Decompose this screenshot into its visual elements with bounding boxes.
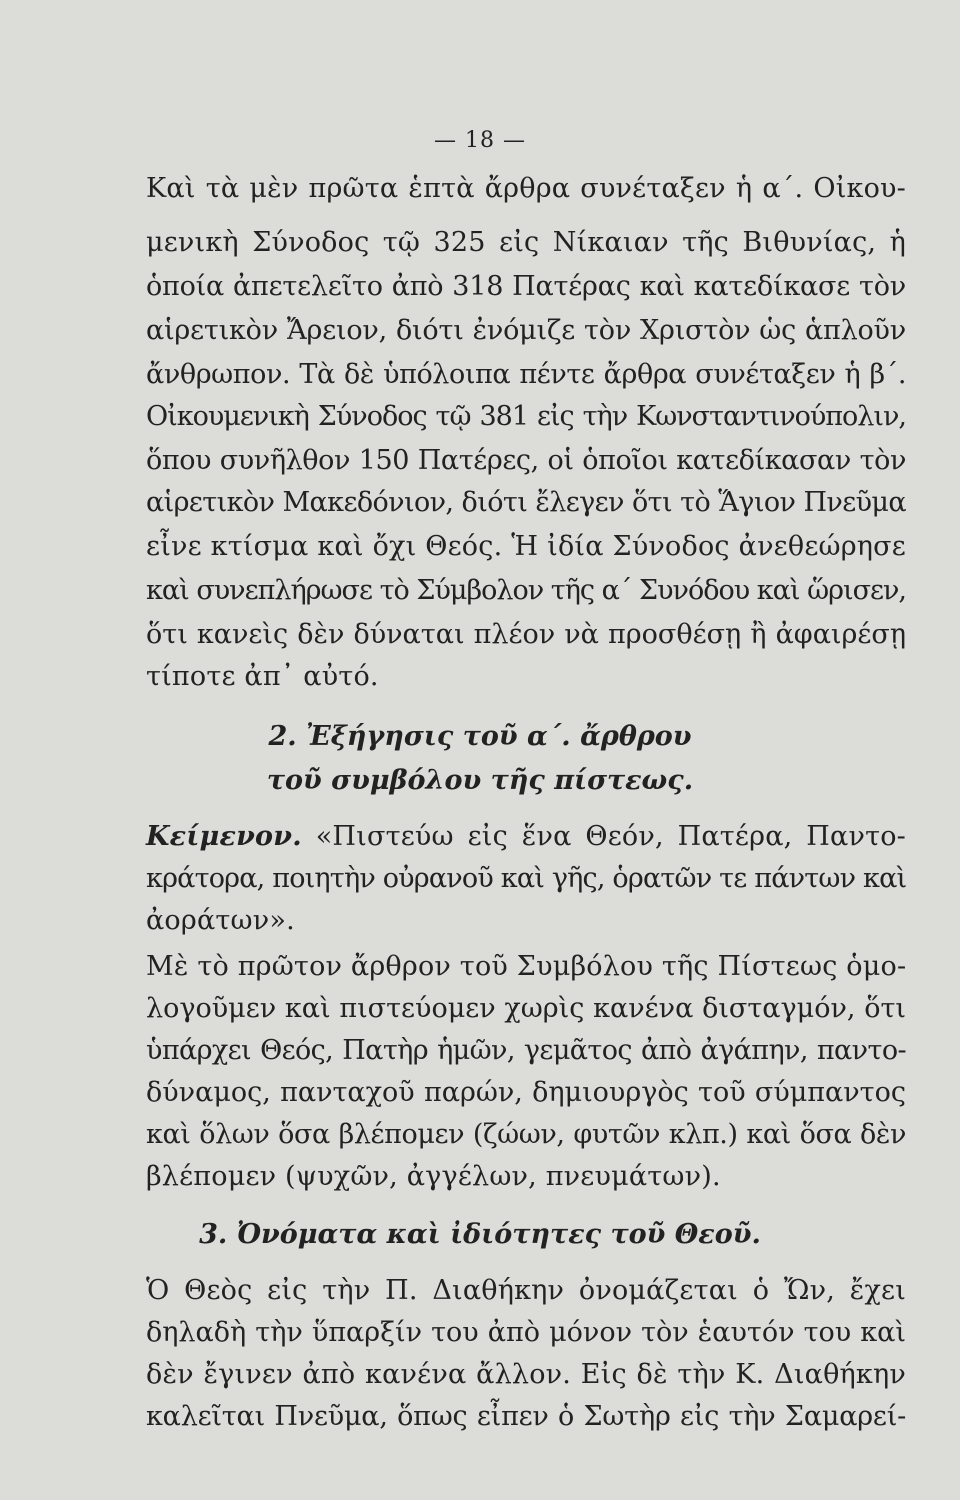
section-heading: 2. Ἐξήγησις τοῦ α΄. ἄρθρου [268, 721, 692, 752]
text-line: ἄνθρωπον. Τὰ δὲ ὑπόλοιπα πέντε ἄρθρα συνέταξεν ἡ β΄. [146, 359, 906, 390]
text-line: Ὁ Θεὸς εἰς τὴν Π. Διαθήκην ὀνομάζεται ὁ Ὤν, ἔχει [146, 1275, 906, 1306]
text-line: δηλαδὴ τὴν ὕπαρξίν του ἀπὸ μόνον τὸν ἑαυτόν του καὶ [146, 1317, 906, 1348]
text-line: λογοῦμεν καὶ πιστεύομεν χωρὶς κανένα δισταγμόν, ὅτι [146, 993, 906, 1024]
text-line: αἱρετικὸν Ἄρειον, διότι ἐνόμιζε τὸν Χριστὸν ὡς ἁπλοῦν [146, 315, 906, 346]
text-line: καὶ συνεπλήρωσε τὸ Σύμβολον τῆς α΄ Συνόδου καὶ ὥρισεν, [146, 575, 906, 606]
text-line: δὲν ἔγινεν ἀπὸ κανένα ἄλλον. Εἰς δὲ τὴν Κ. Διαθήκην [146, 1359, 906, 1390]
text-line: Μὲ τὸ πρῶτον ἄρθρον τοῦ Συμβόλου τῆς Πίστεως ὁμο- [146, 951, 907, 982]
text-line: βλέπομεν (ψυχῶν, ἀγγέλων, πνευμάτων). [146, 1161, 721, 1192]
text-line: Καὶ τὰ μὲν πρῶτα ἑπτὰ ἄρθρα συνέταξεν ἡ α΄. Οἰκου- [146, 173, 906, 204]
text-line: αἱρετικὸν Μακεδόνιον, διότι ἔλεγεν ὅτι τὸ Ἅγιον Πνεῦμα [146, 487, 906, 518]
text-line: ὅπου συνῆλθον 150 Πατέρες, οἱ ὁποῖοι κατεδίκασαν τὸν [146, 445, 906, 476]
text-line: ὅτι κανεὶς δὲν δύναται πλέον νὰ προσθέσῃ ἢ ἀφαιρέσῃ [146, 619, 906, 650]
text-line: ἀοράτων». [146, 905, 295, 936]
text-line: Οἰκουμενικὴ Σύνοδος τῷ 381 εἰς τὴν Κωνσταντινούπολιν, [146, 401, 906, 432]
text-line: ὁποία ἀπετελεῖτο ἀπὸ 318 Πατέρας καὶ κατεδίκασε τὸν [146, 271, 906, 302]
page-number: — 18 — [434, 128, 526, 153]
text-line: δύναμος, πανταχοῦ παρών, δημιουργὸς τοῦ σύμπαντος [146, 1077, 906, 1108]
creed-quote-start: «Πιστεύω εἰς ἕνα Θεόν, Πατέρα, Παντο- [315, 821, 906, 852]
text-line: εἶνε κτίσμα καὶ ὄχι Θεός. Ἡ ἰδία Σύνοδος ἀνεθεώρησε [146, 531, 906, 562]
text-line: τίποτε ἀπ᾽ αὐτό. [146, 661, 379, 692]
section-heading-continued: τοῦ συμβόλου τῆς πίστεως. [266, 765, 694, 796]
text-line: κράτορα, ποιητὴν οὐρανοῦ καὶ γῆς, ὁρατῶν τε πάντων καὶ [146, 863, 907, 894]
section-heading: 3. Ὀνόματα καὶ ἰδιότητες τοῦ Θεοῦ. [199, 1219, 761, 1250]
text-line [146, 820, 906, 854]
text-line: μενικὴ Σύνοδος τῷ 325 εἰς Νίκαιαν τῆς Βιθυνίας, ἡ [146, 227, 906, 258]
text-line: ὑπάρχει Θεός, Πατὴρ ἡμῶν, γεμᾶτος ἀπὸ ἀγάπην, παντο- [146, 1035, 906, 1066]
text-label: Κείμενον. [146, 821, 302, 852]
text-line: καὶ ὅλων ὅσα βλέπομεν (ζώων, φυτῶν κλπ.) καὶ ὅσα δὲν [146, 1119, 906, 1150]
text-line: καλεῖται Πνεῦμα, ὅπως εἶπεν ὁ Σωτὴρ εἰς τὴν Σαμαρεί- [146, 1401, 906, 1432]
